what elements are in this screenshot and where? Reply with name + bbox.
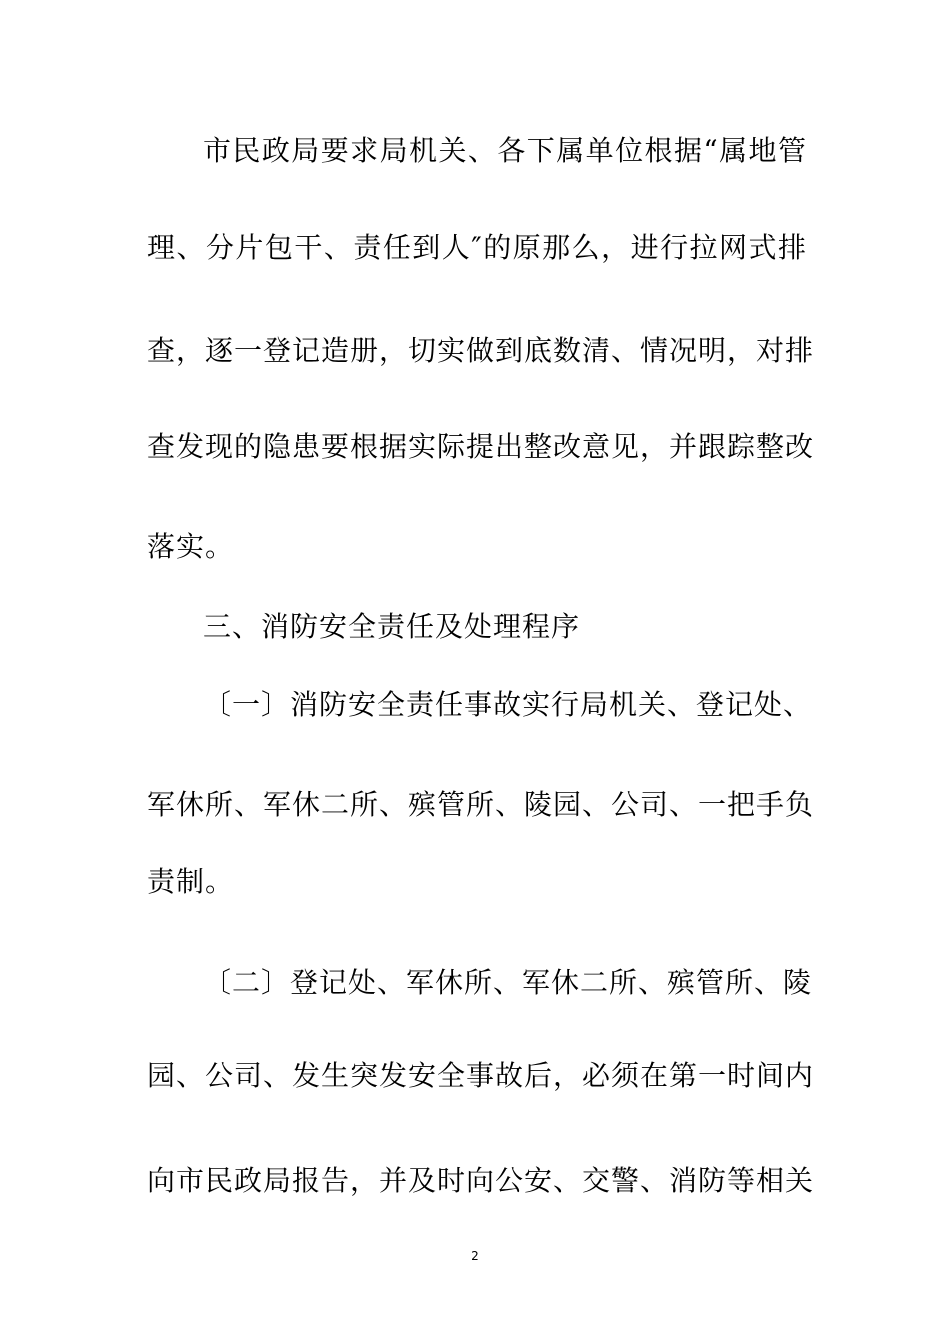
section-heading: 三、消防安全责任及处理程序 <box>203 610 581 643</box>
paragraph-line: 理、分片包干、责任到人″的原那么，进行拉网式排 <box>147 231 807 264</box>
paragraph-line: 〔二〕登记处、军休所、军休二所、殡管所、陵 <box>203 966 813 999</box>
paragraph-line: 园、公司、发生突发安全事故后，必须在第一时间内 <box>147 1059 815 1092</box>
paragraph-line: 市民政局要求局机关、各下属单位根据“属地管 <box>203 134 807 167</box>
page-number: 2 <box>471 1249 479 1263</box>
paragraph-line: 向市民政局报告，并及时向公安、交警、消防等相关 <box>147 1164 815 1197</box>
paragraph-line: 落实。 <box>147 530 235 563</box>
paragraph-line: 军休所、军休二所、殡管所、陵园、公司、一把手负 <box>147 788 815 821</box>
paragraph-line: 责制。 <box>147 865 235 898</box>
paragraph-line: 〔一〕消防安全责任事故实行局机关、登记处、 <box>203 688 813 721</box>
paragraph-line: 查，逐一登记造册，切实做到底数清、情况明，对排 <box>147 334 815 367</box>
paragraph-line: 查发现的隐患要根据实际提出整改意见，并跟踪整改 <box>147 430 815 463</box>
